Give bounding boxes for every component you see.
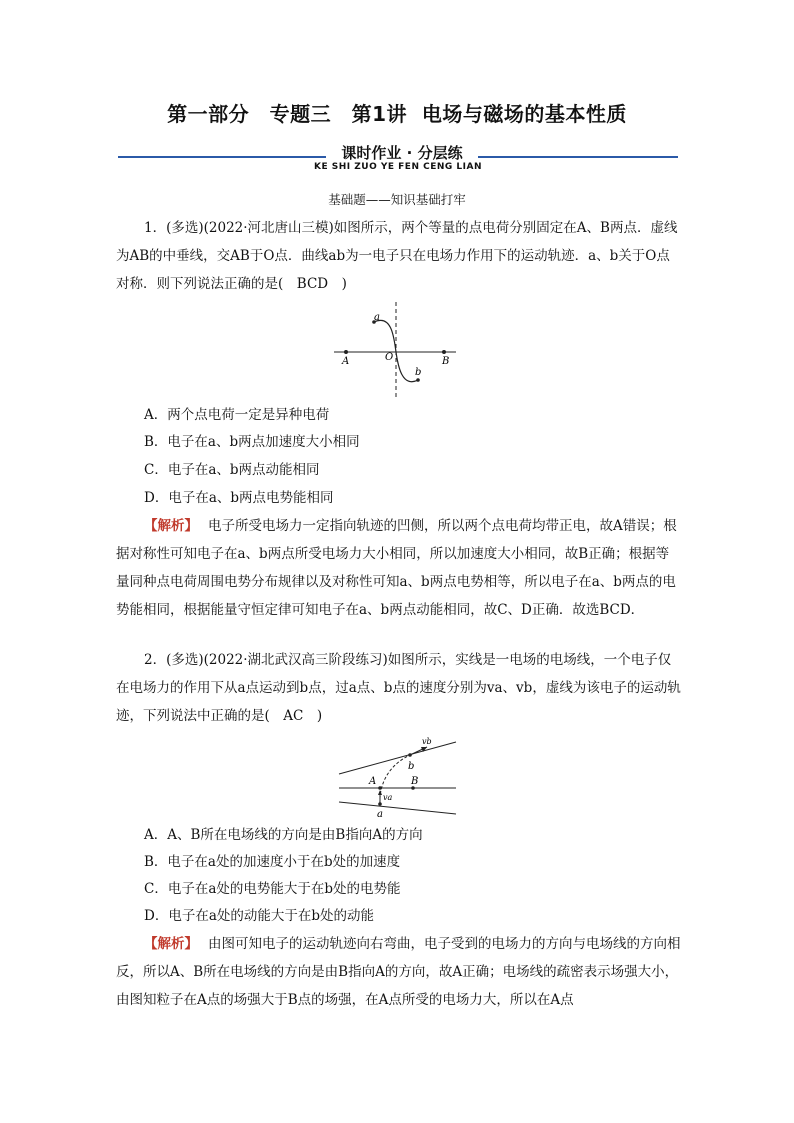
banner-right-rule bbox=[478, 156, 678, 158]
label-A: A bbox=[342, 356, 350, 367]
label-vb: vb bbox=[422, 737, 432, 746]
question-2-option-c: C．电子在a处的电势能大于在b处的电势能 bbox=[144, 881, 401, 897]
label-A2: A bbox=[369, 776, 377, 787]
banner-pinyin: KE SHI ZUO YE FEN CENG LIAN bbox=[313, 162, 483, 172]
question-1-option-a: A．两个点电荷一定是异种电荷 bbox=[144, 407, 330, 423]
question-2-analysis bbox=[116, 930, 682, 1014]
question-2-stem: 2．(多选)(2022·湖北武汉高三阶段练习)如图所示，实线是一电场的电场线，一个电子仅在电场力的作用下从a点运动到b点，过a点、b点的速度分别为va、vb，虚线为该电子的运动轨迹，下列说法中正确的是( AC ) bbox=[116, 652, 681, 724]
question-2-option-b: B．电子在a处的加速度小于在b处的加速度 bbox=[144, 854, 401, 870]
label-a2: a bbox=[377, 809, 383, 820]
field-line-bottom bbox=[339, 802, 456, 814]
question-2-option-a: A．A、B所在电场线的方向是由B指向A的方向 bbox=[144, 827, 423, 843]
point-b2 bbox=[408, 753, 412, 757]
analysis-text: 由图可知电子的运动轨迹向右弯曲，电子受到的电场力的方向与电场线的方向相反，所以A、B所在电场线的方向是由B指向A的方向，故A正确；电场线的疏密表示场强大小，由图知粒子在A点的场强大于B点的场强，在A点所受的电场力大，所以在A点 bbox=[116, 936, 681, 1008]
point-A bbox=[344, 350, 348, 354]
point-b bbox=[416, 378, 420, 382]
question-1-option-d: D．电子在a、b两点电势能相同 bbox=[144, 490, 334, 506]
question-1-analysis bbox=[116, 512, 682, 624]
analysis-tag: 【解析】 bbox=[144, 518, 198, 534]
section-heading: 基础题——知识基础打牢 bbox=[328, 192, 466, 207]
field-line-top bbox=[339, 742, 456, 774]
question-2-option-d: D．电子在a处的动能大于在b处的动能 bbox=[144, 908, 375, 924]
label-O: O bbox=[385, 352, 394, 363]
analysis-tag: 【解析】 bbox=[144, 936, 198, 952]
homework-banner bbox=[118, 140, 678, 176]
velocity-a-arrowhead bbox=[378, 790, 382, 795]
question-1-figure bbox=[330, 300, 470, 400]
label-B: B bbox=[442, 356, 450, 367]
label-b2: b bbox=[408, 761, 415, 772]
label-b: b bbox=[415, 367, 422, 378]
label-B2: B bbox=[411, 776, 419, 787]
question-1-option-c: C．电子在a、b两点动能相同 bbox=[144, 462, 320, 478]
question-2-figure bbox=[335, 732, 460, 820]
question-1-option-b: B．电子在a、b两点加速度大小相同 bbox=[144, 434, 360, 450]
point-B bbox=[442, 350, 446, 354]
point-a2 bbox=[378, 802, 382, 806]
banner-main-title: 课时作业 · 分层练 bbox=[341, 144, 463, 162]
analysis-text: 电子所受电场力一定指向轨迹的凹侧，所以两个点电荷均带正电，故A错误；根据对称性可知电子在a、b两点所受电场力大小相同，所以加速度大小相同，故B正确；根据等量同种点电荷周围电势分布规律以及对称性可知a、b两点电势相等，所以电子在a、b两点的电势能相同，根据能量守恒定律可知电子在a、b两点动能相同，故C、D正确．故选BCD． bbox=[116, 518, 677, 618]
banner-left-rule bbox=[118, 156, 326, 158]
label-va: va bbox=[383, 793, 393, 802]
label-a: a bbox=[374, 312, 380, 323]
page-title: 第一部分 专题三 第1讲 电场与磁场的基本性质 bbox=[167, 102, 627, 126]
point-A2 bbox=[378, 786, 382, 790]
question-1-stem: 1．(多选)(2022·河北唐山三模)如图所示，两个等量的点电荷分别固定在A、B两点．虚线为AB的中垂线，交AB于O点．曲线ab为一电子只在电场力作用下的运动轨迹．a、b关于O点对称．则下列说法正确的是( BCD ) bbox=[116, 220, 678, 292]
